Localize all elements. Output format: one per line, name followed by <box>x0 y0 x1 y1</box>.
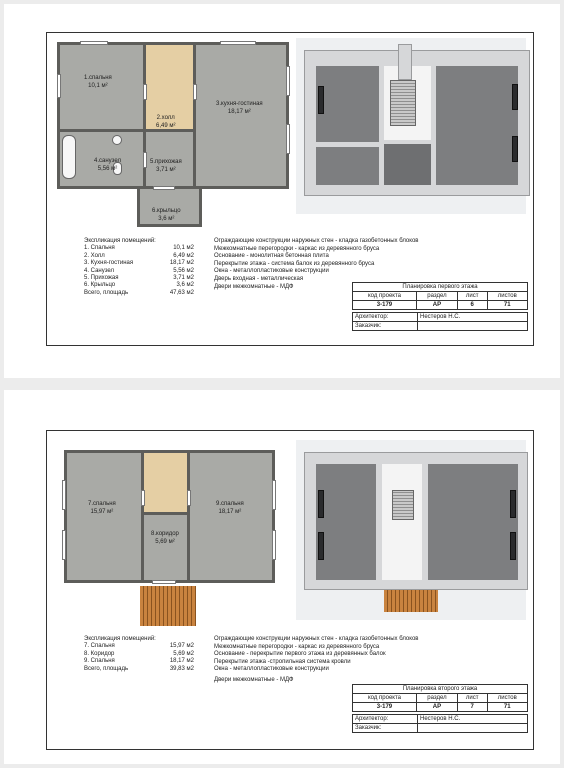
spec-line: Ограждающие конструкции наружных стен - кладка газобетонных блоков <box>214 238 419 244</box>
room-label <box>151 530 179 546</box>
legend-name: 8. Коридор <box>84 650 115 657</box>
balcony-deck <box>140 586 196 626</box>
spec-line: Основание - монолитная бетонная плита <box>214 253 329 260</box>
window <box>62 480 66 510</box>
room-area: 10,1 м² <box>88 83 108 89</box>
legend-row <box>84 260 194 267</box>
room-area: 5,69 м² <box>155 539 175 545</box>
render-window <box>510 490 516 518</box>
stamp-header: раздел <box>416 694 457 703</box>
window <box>272 530 276 560</box>
title-block-signatures <box>352 714 528 733</box>
legend-value: 6,49 м2 <box>173 252 194 259</box>
render-room-floor <box>316 147 379 185</box>
legend-value: 3,71 м2 <box>173 274 194 281</box>
render-window <box>512 84 518 110</box>
stamp-value: 3-179 <box>353 703 417 712</box>
legend-value: 5,69 м2 <box>173 650 194 657</box>
room-area: 18,17 м² <box>218 509 242 515</box>
window <box>272 480 276 510</box>
architect-name: Нестеров Н.С. <box>418 715 528 724</box>
render-window <box>318 86 324 114</box>
spec-line: Дверь входная - металлическая <box>214 275 304 282</box>
legend-value: 47,63 м2 <box>169 289 194 296</box>
spec-line: Двери межкомнатные - МДФ <box>214 676 294 683</box>
legend-name: 4. Санузел <box>84 267 115 274</box>
room-label <box>94 157 121 173</box>
room-name: 7.спальня <box>88 501 116 507</box>
legend-row <box>84 651 194 658</box>
room-legend <box>84 238 194 297</box>
spec-line: Перекрытие этажа -стропильная система кровли <box>214 658 351 665</box>
room-legend <box>84 636 194 673</box>
room-name: 5.прихожая <box>150 159 182 165</box>
render-window <box>512 136 518 162</box>
room-name: 1.спальня <box>84 75 112 81</box>
architect-label: Архитектор: <box>353 313 418 322</box>
render-balcony-deck <box>384 590 438 612</box>
legend-row <box>84 245 194 252</box>
legend-value: 39,83 м2 <box>169 665 194 672</box>
window <box>62 530 66 560</box>
stamp-header: листов <box>487 694 527 703</box>
stamp-value: АР <box>416 703 457 712</box>
room-name: 3.кухня-гостиная <box>216 101 263 107</box>
legend-name: Всего, площадь <box>84 289 129 296</box>
stamp-header: лист <box>457 694 487 703</box>
room-area: 5,56 м² <box>97 166 118 172</box>
sheet-first-floor <box>4 4 560 378</box>
legend-row <box>84 658 194 665</box>
render-window <box>318 532 324 560</box>
render-corridor-floor <box>382 464 422 580</box>
spec-line: Двери межкомнатные - МДФ <box>214 283 294 290</box>
legend-name: 5. Прихожая <box>84 274 119 281</box>
stamp-value: 7 <box>457 703 487 712</box>
room-bedroom-7 <box>64 450 144 583</box>
stamp-title: Планировка первого этажа <box>353 283 528 292</box>
legend-name: Всего, площадь <box>84 665 129 672</box>
door <box>187 490 191 506</box>
spec-line: Окна - металлопластиковые конструкции <box>214 268 329 275</box>
legend-row <box>84 282 194 289</box>
stamp-header: листов <box>487 292 527 301</box>
stamp-value: 71 <box>487 301 527 310</box>
legend-value: 18,17 м2 <box>169 658 194 665</box>
stamp-value: 3-179 <box>353 301 417 310</box>
room-label <box>88 500 116 516</box>
room-name: 2.холл <box>156 115 175 121</box>
render-stairs <box>390 80 416 126</box>
door <box>152 580 176 584</box>
render-room-floor <box>316 66 379 142</box>
room-label <box>152 207 181 223</box>
room-label <box>156 114 175 130</box>
room-name: 8.коридор <box>151 531 179 537</box>
room-name: 4.санузел <box>94 158 121 164</box>
stamp-header: код проекта <box>353 292 417 301</box>
spec-line: Основание - перекрытие первого этажа из деревянных балок <box>214 651 386 658</box>
room-area: 3,71 м² <box>156 167 176 173</box>
stamp-value: 6 <box>457 301 487 310</box>
door <box>143 84 147 100</box>
construction-specs <box>214 636 418 685</box>
legend-name: 1. Спальня <box>84 245 115 252</box>
room-name: 6.крыльцо <box>152 208 181 214</box>
room-bedroom-9 <box>187 450 275 583</box>
room-area: 15,97 м² <box>90 509 114 515</box>
window <box>80 41 108 45</box>
window <box>286 124 290 154</box>
spec-line: Перекрытие этажа - система балок из деревянного бруса <box>214 260 375 267</box>
stamp-title: Планировка второго этажа <box>353 685 528 694</box>
legend-name: 6. Крыльцо <box>84 282 116 289</box>
door <box>193 84 197 100</box>
room-area: 6,49 м² <box>156 123 176 129</box>
room-label <box>84 74 112 90</box>
window <box>57 74 61 98</box>
render-stairs <box>392 490 414 520</box>
architect-label: Архитектор: <box>353 715 418 724</box>
legend-name: 2. Холл <box>84 252 105 259</box>
legend-name: 7. Спальня <box>84 643 115 650</box>
spec-line: Окна - металлопластиковые конструкции <box>214 666 329 673</box>
room-name: 9.спальня <box>216 501 244 507</box>
sheet-second-floor <box>4 390 560 764</box>
legend-value: 18,17 м2 <box>169 260 194 267</box>
door <box>153 186 175 190</box>
window <box>286 66 290 96</box>
legend-value: 5,56 м2 <box>173 267 194 274</box>
stamp-header: раздел <box>416 292 457 301</box>
legend-title: Экспликация помещений: <box>84 636 156 642</box>
legend-value: 15,97 м2 <box>169 643 194 650</box>
legend-row <box>84 290 194 297</box>
render-room-floor <box>316 464 376 580</box>
render-window <box>510 532 516 560</box>
spec-line: Межкомнатные перегородки - каркас из деревянного бруса <box>214 245 380 252</box>
legend-row <box>84 643 194 650</box>
spec-line: Ограждающие конструкции наружных стен - кладка газобетонных блоков <box>214 636 419 642</box>
title-block <box>352 282 528 310</box>
room-label <box>216 100 263 116</box>
bathtub-icon <box>62 135 76 179</box>
legend-value: 3,6 м2 <box>176 282 194 289</box>
door <box>141 490 145 506</box>
stamp-value: АР <box>416 301 457 310</box>
legend-title: Экспликация помещений: <box>84 238 156 244</box>
legend-value: 10,1 м2 <box>173 245 194 252</box>
room-label <box>216 500 244 516</box>
render-stair-column <box>398 44 412 80</box>
sink-icon <box>112 135 122 145</box>
customer-name <box>418 724 528 733</box>
spec-line: Межкомнатные перегородки - каркас из деревянного бруса <box>214 643 380 650</box>
legend-name: 9. Спальня <box>84 658 115 665</box>
legend-row <box>84 666 194 673</box>
legend-row <box>84 253 194 260</box>
room-area: 18,17 м² <box>227 109 251 115</box>
stamp-header: код проекта <box>353 694 417 703</box>
customer-label: Заказчик: <box>353 322 418 331</box>
render-room-floor <box>428 464 518 580</box>
title-block <box>352 684 528 712</box>
legend-row <box>84 268 194 275</box>
stamp-value: 71 <box>487 703 527 712</box>
render-window <box>318 490 324 518</box>
architect-name: Нестеров Н.С. <box>418 313 528 322</box>
room-corridor-lower <box>141 512 190 583</box>
customer-name <box>418 322 528 331</box>
legend-row <box>84 275 194 282</box>
legend-name: 3. Кухня-гостиная <box>84 260 134 267</box>
stamp-header: лист <box>457 292 487 301</box>
title-block-signatures <box>352 312 528 331</box>
room-label <box>150 158 182 174</box>
door <box>143 152 147 168</box>
window <box>220 41 256 45</box>
render-room-floor <box>436 66 518 185</box>
render-room-floor <box>384 144 431 185</box>
room-area: 3,6 м² <box>158 216 175 222</box>
customer-label: Заказчик: <box>353 724 418 733</box>
